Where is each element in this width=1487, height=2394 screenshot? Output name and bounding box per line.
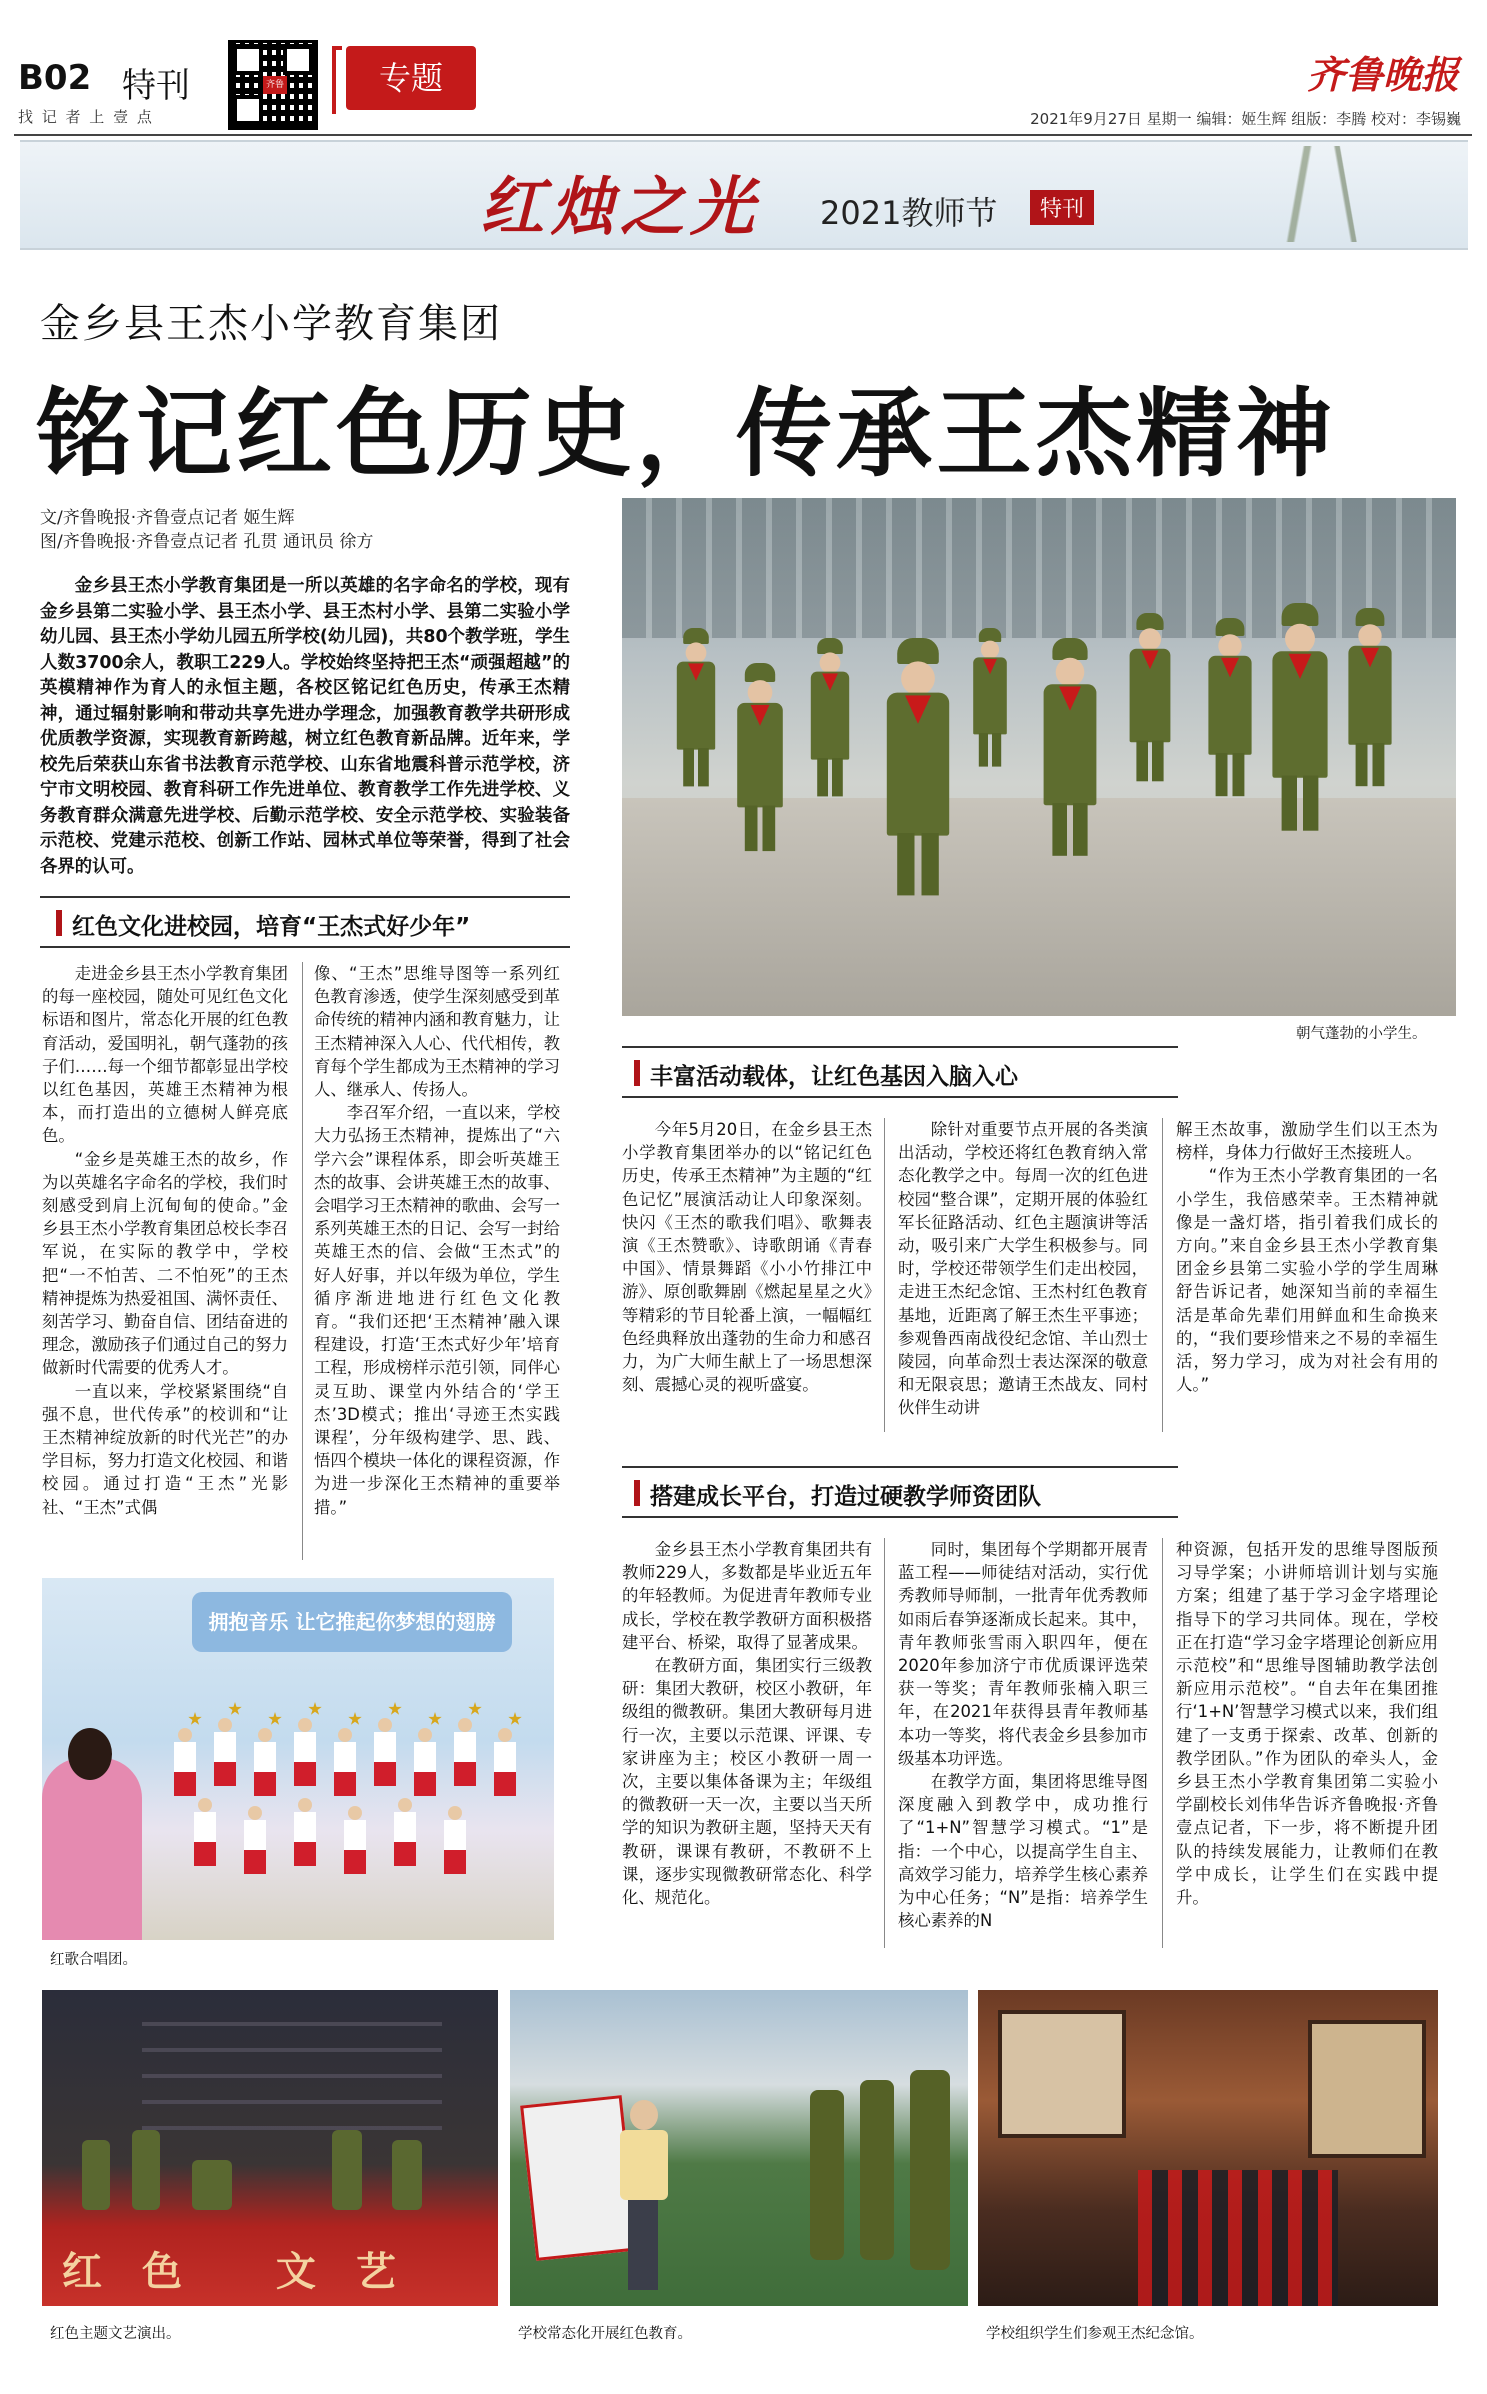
paragraph: 今年5月20日，在金乡县王杰小学教育集团举办的以“铭记红色历史，传承王杰精神”为主题的“红色记忆”展演活动让人印象深刻。快闪《王杰的歌我们唱》、歌舞表演《王杰赞歌》、诗歌朗诵《青春中国》、情景舞蹈《小小竹排江中游》、原创歌舞剧《燃起星星之火》等精彩的节目轮番上演，一幅幅红色经典释放出蓬勃的生命力和感召力，为广大师生献上了一场思想深刻、震撼心灵的视听盛宴。 xyxy=(622,1120,872,1395)
column-divider xyxy=(884,1118,885,1432)
lead-paragraph: 金乡县王杰小学教育集团是一所以英雄的名字命名的学校，现有金乡县第二实验小学、县王杰小学、县王杰村小学、县第二实验小学幼儿园、县王杰小学幼儿园五所学校(幼儿园)，共80个教学班，学生人数3700余人，教职工229人。学校始终坚持把王杰“顽强超越”的英模精神作为育人的永恒主题，各校区铭记红色历史，传承王杰精神，通过辐射影响和带动共享先进办学理念，加强教育教学共研形成优质教学资源，实现教育新跨越，树立红色教育新品牌。近年来，学校先后荣获山东省书法教育示范学校、山东省地震科普示范学校，济宁市文明校园、教育科研工作先进单位、教育教学工作先进学校、义务教育群众满意先进学校、后勤示范学校、安全示范学校、实验装备示范校、党建示范校、创新工作站、园林式单位等荣誉，得到了社会各界的认可。 xyxy=(40,576,570,877)
qr-logo: 齐鲁 xyxy=(263,76,287,94)
section1-column-2 xyxy=(314,962,560,1519)
choir-caption: 红歌合唱团。 xyxy=(50,1952,137,1968)
paragraph: 同时，集团每个学期都开展青蓝工程——师徒结对活动，实行优秀教师导师制，一批青年优秀教师如雨后春笋逐渐成长起来。其中，青年教师张雪雨入职四年，便在2020年参加济宁市优质课评选荣获一等奖；青年教师张楠入职三年，在2021年获得县青年教师基本功一等奖，将代表金乡县参加市级基本功评选。 xyxy=(898,1540,1148,1768)
section3-rule-bottom xyxy=(622,1516,1178,1518)
paragraph: 种资源，包括开发的思维导图版预习导学案；小讲师培训计划与实施方案；组建了基于学习金字塔理论指导下的学习共同体。现在，学校正在打造“学习金字塔理论创新应用示范校”和“思维导图辅助教学法创新应用示范校”。“自去年在集团推行‘1+N’智慧学习模式以来，我们组建了一支勇于探索、改革、创新的教学团队。”作为团队的牵头人，金乡县王杰小学教育集团第二实验小学副校长刘伟华告诉齐鲁晚报·齐鲁壹点记者，下一步，将不断提升团队的持续发展能力，让教师们在教学中成长，让学生们在实践中提升。 xyxy=(1176,1540,1438,1908)
section1-heading: 红色文化进校园，培育“王杰式好少年” xyxy=(56,908,470,941)
date-line: 2021年9月27日 星期一 编辑：姬生辉 组版：李腾 校对：李锡巍 xyxy=(1030,110,1461,128)
article-lead xyxy=(40,574,570,880)
page-type: 特刊 xyxy=(122,66,190,106)
section2-heading: 丰富活动载体，让红色基因入脑入心 xyxy=(634,1058,1018,1091)
paragraph: 李召军介绍，一直以来，学校大力弘扬王杰精神，提炼出了“六学六会”课程体系，即会听英雄王杰的故事、会讲英雄王杰的故事、会唱学习王杰精神的歌曲、会写一系列英雄王杰的日记、会写一封给英雄王杰的信、会做“王杰式”的好人好事，并以年级为单位，学生循序渐进地进行红色文化教育。“我们还把‘王杰精神’融入课程建设，打造‘王杰式好少年’培育工程，形成榜样示范引领，同伴心灵互助、课堂内外结合的‘学王杰’3D模式；推出‘寻迹王杰实践课程’，分年级构建学、思、践、悟四个模块一体化的课程资源，作为进一步深化王杰精神的重要举措。” xyxy=(314,1103,560,1517)
museum-visit-photo[interactable] xyxy=(978,1990,1438,2306)
column-divider xyxy=(302,962,303,1560)
article-kicker: 金乡县王杰小学教育集团 xyxy=(40,301,502,347)
article-title: 铭记红色历史，传承王杰精神 xyxy=(36,378,1336,490)
banner-event: 2021教师节 xyxy=(820,194,998,232)
header-divider xyxy=(14,134,1472,136)
paragraph: “金乡是英雄王杰的故乡，作为以英雄名字命名的学校，我们时刻感受到肩上沉甸甸的使命。”金乡县王杰小学教育集团总校长李召军说，在实际的教学中，学校把“一不怕苦、二不怕死”的王杰精神提炼为热爱祖国、满怀责任、刻苦学习、勤奋自信、团结奋进的理念，激励孩子们通过自己的努力做新时代需要的优秀人才。 xyxy=(42,1149,288,1378)
section3-column-2 xyxy=(898,1538,1148,1932)
credit-text: 文/齐鲁晚报·齐鲁壹点记者 姬生辉 xyxy=(40,508,295,528)
paragraph: 一直以来，学校紧紧围绕“自强不息，世代传承”的校训和“让王杰精神绽放新的时代光芒”的办学目标，努力打造文化校园、和谐校园。通过打造“王杰”光影社、“王杰”式偶 xyxy=(42,1381,288,1517)
paragraph: 走进金乡县王杰小学教育集团的每一座校园，随处可见红色文化标语和图片，常态化开展的红色教育活动，爱国明礼，朝气蓬勃的孩子们……每一个细节都彰显出学校以红色基因，英雄王杰精神为根本，而打造出的立德树人鲜亮底色。 xyxy=(42,964,288,1146)
museum-caption: 学校组织学生们参观王杰纪念馆。 xyxy=(986,2326,1204,2342)
section-tag: 专题 xyxy=(346,46,476,110)
qr-code-icon[interactable] xyxy=(228,40,318,130)
page-code: B02 xyxy=(18,58,92,98)
section3-column-1 xyxy=(622,1538,872,1909)
field-caption: 学校常态化开展红色教育。 xyxy=(518,2326,692,2342)
section1-column-1 xyxy=(42,962,288,1519)
section3-column-3 xyxy=(1176,1538,1438,1909)
credit-photo: 图/齐鲁晚报·齐鲁壹点记者 孔贯 通讯员 徐方 xyxy=(40,532,374,552)
section1-rule xyxy=(40,896,570,898)
section2-rule xyxy=(622,1046,1178,1048)
special-issue-banner xyxy=(20,140,1468,250)
paragraph: 在教研方面，集团实行三级教研：集团大教研，校区小教研，年级组的微教研。集团大教研每月进行一次，主要以示范课、评课、专家讲座为主；校区小教研一周一次，主要以集体备课为主；年级组的微教研一天一次，主要以当天所学的知识为教研主题，坚持天天有教研，课课有教研，不教研不上课，逐步实现微教研常态化、科学化、规范化。 xyxy=(622,1656,872,1908)
masthead-logo: 齐鲁晚报 xyxy=(1306,52,1459,97)
red-education-field-photo[interactable] xyxy=(510,1990,968,2306)
banner-brand: 红烛之光 xyxy=(480,170,760,245)
main-photo-students[interactable] xyxy=(622,498,1456,1016)
stage-performance-photo[interactable] xyxy=(42,1990,498,2306)
section2-column-3 xyxy=(1176,1118,1438,1396)
article-credits xyxy=(40,506,373,554)
paragraph: 金乡县王杰小学教育集团共有教师229人，多数都是毕业近五年的年轻教师。为促进青年教师专业成长，学校在教学教研方面积极搭建平台、桥梁，取得了显著成果。 xyxy=(622,1540,872,1652)
section2-column-1 xyxy=(622,1118,872,1396)
paragraph: “作为王杰小学教育集团的一名小学生，我倍感荣幸。王杰精神就像是一盏灯塔，指引着我们成长的方向。”来自金乡县王杰小学教育集团金乡县第二实验小学的学生周琳舒告诉记者，她深知当前的幸福生活是革命先辈们用鲜血和生命换来的，“我们要珍惜来之不易的幸福生活，努力学习，成为对社会有用的人。” xyxy=(1176,1166,1438,1395)
section3-heading: 搭建成长平台，打造过硬教学师资团队 xyxy=(634,1478,1041,1511)
stage-text: 红色 文艺 xyxy=(62,2249,436,2295)
paragraph: 在教学方面，集团将思维导图深度融入到教学中，成功推行了“1+N”智慧学习模式。“1”是指：一个中心，以提高学生自主、高效学习能力，培养学生核心素养为中心任务；“N”是指：培养学生核心素养的N xyxy=(898,1772,1148,1931)
section1-rule-bottom xyxy=(40,946,570,948)
banner-badge: 特刊 xyxy=(1030,190,1094,225)
section3-rule xyxy=(622,1466,1178,1468)
bamboo-decoration-icon xyxy=(1208,146,1428,242)
column-divider xyxy=(884,1538,885,1948)
paragraph: 像、“王杰”思维导图等一系列红色教育渗透，使学生深刻感受到革命传统的精神内涵和教育魅力，让王杰精神深入人心、代代相传，教育每个学生都成为王杰精神的学习人、继承人、传扬人。 xyxy=(314,964,560,1100)
stage-caption: 红色主题文艺演出。 xyxy=(50,2326,181,2342)
paragraph: 除针对重要节点开展的各类演出活动，学校还将红色教育纳入常态化教学之中。每周一次的红色进校园“整合课”，定期开展的体验红军长征路活动、红色主题演讲等活动，吸引来广大学生积极参与。同时，学校还带领学生们走出校园，走进王杰纪念馆、王杰村红色教育基地，近距离了解王杰生平事迹；参观鲁西南战役纪念馆、羊山烈士陵园，向革命烈士表达深深的敬意和无限哀思；邀请王杰战友、同村伙伴生动讲 xyxy=(898,1120,1148,1418)
column-divider xyxy=(1162,1538,1163,1948)
choir-banner: 拥抱音乐 让它推起你梦想的翅膀 xyxy=(192,1592,512,1652)
slogan: 找 记 者 上 壹 点 xyxy=(18,108,154,126)
section2-column-2 xyxy=(898,1118,1148,1420)
choir-photo[interactable] xyxy=(42,1578,554,1940)
main-photo-caption: 朝气蓬勃的小学生。 xyxy=(1296,1026,1427,1042)
section2-rule-bottom xyxy=(622,1096,1178,1098)
paragraph: 解王杰故事，激励学生们以王杰为榜样，身体力行做好王杰接班人。 xyxy=(1176,1120,1438,1163)
column-divider xyxy=(1162,1118,1163,1432)
